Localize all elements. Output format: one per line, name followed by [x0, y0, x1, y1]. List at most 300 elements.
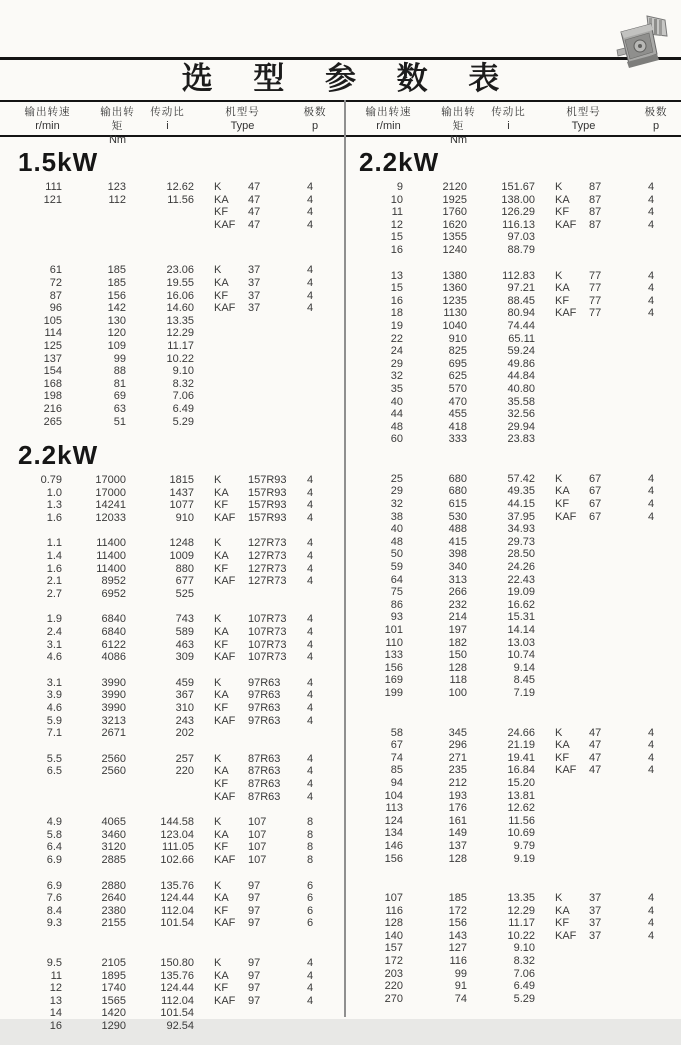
poles-cell	[304, 1020, 340, 1033]
header-speed: 输出转速 r/min	[365, 106, 412, 132]
speed-cell: 61	[49, 264, 62, 277]
type-model-cell: 87R63	[248, 777, 281, 790]
speed-cell: 157	[384, 942, 403, 955]
ratio-cell: 13.35	[166, 314, 194, 327]
type-prefix-cell	[555, 408, 589, 421]
speed-cell	[0, 791, 62, 804]
torque-cell: 3990	[101, 702, 126, 714]
header-speed: 输出转速 r/min	[24, 106, 71, 132]
table-row	[341, 433, 681, 446]
torque-cell: 1290	[101, 1019, 126, 1032]
type-prefix-cell: KA	[555, 739, 570, 752]
type-prefix-cell: KF	[214, 904, 229, 917]
type-prefix-cell	[555, 687, 589, 700]
speed-cell: 44	[390, 408, 403, 421]
table-row	[0, 499, 340, 512]
table-row	[341, 548, 681, 561]
type-model-cell	[248, 327, 304, 340]
type-model-cell: 97R63	[248, 714, 281, 727]
torque-cell: 398	[448, 548, 467, 561]
ratio-cell: 13.81	[507, 789, 535, 802]
torque-cell: 1240	[442, 243, 467, 256]
ratio-cell: 74.44	[507, 319, 535, 332]
poles-cell: 4	[307, 537, 314, 550]
torque-cell: 12033	[95, 511, 126, 524]
type-model-cell: 77	[589, 282, 602, 295]
speed-cell: 22	[390, 332, 403, 345]
torque-cell: 2640	[101, 892, 126, 905]
ratio-cell: 19.55	[166, 276, 194, 289]
type-model-cell	[589, 244, 645, 257]
speed-cell: 137	[43, 352, 62, 365]
torque-cell: 2120	[442, 181, 467, 193]
speed-cell: 128	[384, 917, 403, 930]
poles-cell	[645, 408, 681, 421]
type-prefix-cell: K	[214, 676, 222, 689]
poles-cell: 4	[307, 181, 314, 193]
ratio-cell: 1248	[169, 537, 194, 550]
type-prefix-cell: K	[555, 181, 563, 193]
poles-cell	[645, 662, 681, 675]
poles-cell	[645, 624, 681, 637]
table-row	[341, 282, 681, 295]
top-margin	[0, 0, 681, 57]
ratio-cell: 59.24	[507, 345, 535, 358]
torque-cell: 120	[107, 327, 126, 340]
speed-cell: 0.79	[40, 474, 62, 487]
poles-cell: 4	[307, 790, 314, 803]
speed-cell: 265	[43, 415, 62, 428]
speed-cell: 6.9	[46, 853, 62, 866]
speed-cell: 1.6	[46, 511, 62, 524]
torque-cell: 156	[448, 917, 467, 930]
table-row	[0, 880, 340, 893]
table-row	[341, 827, 681, 840]
ratio-cell: 29.94	[507, 420, 535, 433]
poles-cell: 4	[307, 486, 314, 499]
torque-cell: 2560	[101, 752, 126, 765]
type-prefix-cell: KF	[555, 206, 570, 219]
speed-cell: 1.0	[46, 486, 62, 499]
type-prefix-cell: KA	[214, 626, 229, 639]
table-row	[341, 649, 681, 662]
table-row	[341, 930, 681, 943]
type-prefix-cell: KA	[555, 193, 570, 206]
ratio-cell: 10.22	[166, 352, 194, 365]
poles-cell: 4	[307, 777, 314, 790]
torque-cell	[62, 219, 126, 232]
torque-cell: 455	[448, 408, 467, 421]
table-row	[0, 613, 340, 626]
ratio-cell: 135.76	[160, 969, 194, 982]
torque-cell: 266	[448, 586, 467, 599]
poles-cell: 4	[648, 917, 655, 930]
ratio-cell: 12.62	[507, 802, 535, 815]
speed-cell: 124	[384, 814, 403, 827]
poles-cell	[645, 561, 681, 574]
torque-cell: 118	[449, 674, 467, 687]
page-title: 选 型 参 数 表	[181, 61, 516, 96]
type-model-cell: 87	[589, 206, 602, 219]
type-model-cell: 97R63	[248, 676, 281, 689]
ratio-cell: 12.29	[166, 327, 194, 340]
torque-cell: 680	[448, 472, 467, 485]
poles-cell: 4	[648, 206, 655, 219]
poles-cell: 4	[307, 651, 314, 664]
table-row	[0, 194, 340, 207]
table-row	[0, 575, 340, 588]
table-column-left	[0, 137, 340, 1045]
speed-cell: 114	[44, 327, 62, 340]
type-prefix-cell: KA	[555, 904, 570, 917]
ratio-cell: 202	[175, 727, 194, 740]
poles-cell	[645, 637, 681, 650]
poles-cell	[645, 320, 681, 333]
torque-cell: 232	[448, 598, 467, 611]
type-model-cell	[589, 955, 645, 968]
poles-cell: 4	[648, 294, 655, 307]
torque-cell: 1895	[101, 969, 126, 982]
poles-cell	[645, 968, 681, 981]
type-model-cell: 97	[248, 879, 261, 892]
ratio-cell: 151.67	[501, 181, 535, 193]
torque-cell: 2671	[101, 727, 126, 740]
ratio-cell: 743	[175, 613, 194, 626]
ratio-cell: 15.31	[507, 611, 535, 624]
type-model-cell	[589, 827, 645, 840]
ratio-cell: 23.06	[166, 264, 194, 277]
type-model-cell: 67	[589, 498, 602, 511]
type-model-cell	[589, 942, 645, 955]
speed-cell: 13	[49, 994, 62, 1007]
torque-cell: 1380	[442, 269, 467, 282]
poles-cell	[645, 383, 681, 396]
poles-cell	[304, 416, 340, 429]
speed-cell: 40	[390, 395, 403, 408]
type-prefix-cell: KAF	[214, 218, 236, 231]
speed-cell: 107	[384, 892, 403, 905]
table-row	[341, 917, 681, 930]
speed-cell: 11	[50, 969, 62, 982]
ratio-cell: 28.50	[507, 548, 535, 561]
poles-cell	[304, 390, 340, 403]
ratio-cell: 138.00	[501, 193, 535, 206]
type-prefix-cell	[555, 396, 589, 409]
torque-cell: 3460	[101, 828, 126, 841]
ratio-cell: 21.19	[507, 739, 535, 752]
torque-cell: 470	[448, 395, 467, 408]
torque-cell: 123	[107, 181, 126, 193]
row-group	[0, 957, 340, 1033]
ratio-cell: 10.69	[507, 827, 535, 840]
speed-cell: 2.4	[46, 626, 62, 639]
poles-cell	[304, 353, 340, 366]
speed-cell: 1.3	[46, 499, 62, 512]
type-prefix-cell: KA	[555, 282, 570, 295]
ratio-cell: 6.49	[513, 980, 535, 993]
poles-cell: 4	[307, 289, 314, 302]
table-row	[341, 905, 681, 918]
poles-cell: 4	[648, 892, 655, 905]
table-row	[341, 498, 681, 511]
type-model-cell	[589, 561, 645, 574]
type-prefix-cell	[555, 611, 589, 624]
table-row	[341, 523, 681, 536]
type-model-cell	[589, 231, 645, 244]
ratio-cell: 910	[175, 511, 194, 524]
type-prefix-cell: KAF	[214, 302, 236, 315]
poles-cell: 6	[307, 917, 314, 930]
type-model-cell	[589, 624, 645, 637]
poles-cell	[645, 523, 681, 536]
torque-cell: 88	[113, 365, 126, 378]
type-model-cell	[589, 523, 645, 536]
header-ratio: 传动比 i	[491, 106, 526, 132]
type-model-cell	[589, 611, 645, 624]
type-prefix-cell	[555, 980, 589, 993]
poles-cell: 4	[307, 969, 314, 982]
type-prefix-cell: KAF	[214, 994, 236, 1007]
ratio-cell: 5.29	[513, 992, 535, 1005]
type-prefix-cell: KA	[214, 276, 229, 289]
speed-cell: 7.6	[46, 892, 62, 905]
type-prefix-cell	[555, 802, 589, 815]
torque-cell: 1925	[442, 193, 467, 206]
type-prefix-cell	[555, 370, 589, 383]
type-prefix-cell	[214, 390, 248, 403]
ratio-cell: 220	[175, 765, 194, 778]
table-row	[341, 345, 681, 358]
speed-cell: 16	[49, 1019, 62, 1032]
ratio-cell: 112.04	[161, 994, 194, 1007]
torque-cell: 680	[448, 485, 467, 498]
table-row	[341, 764, 681, 777]
type-model-cell: 77	[589, 307, 602, 320]
poles-cell: 4	[648, 929, 655, 942]
ratio-cell: 13.35	[507, 892, 535, 905]
table-row	[341, 574, 681, 587]
type-model-cell	[589, 815, 645, 828]
type-model-cell: 87	[589, 193, 602, 206]
speed-cell: 156	[384, 661, 403, 674]
type-model-cell	[248, 1020, 304, 1033]
poles-cell: 4	[307, 218, 314, 231]
poles-cell	[645, 370, 681, 383]
speed-cell: 6.5	[46, 765, 62, 778]
type-model-cell	[589, 853, 645, 866]
table-row	[0, 1020, 340, 1033]
poles-cell	[645, 942, 681, 955]
type-prefix-cell: K	[214, 537, 222, 550]
type-prefix-cell	[555, 790, 589, 803]
type-prefix-cell	[555, 358, 589, 371]
torque-cell: 81	[113, 377, 126, 390]
ratio-cell: 22.43	[507, 573, 535, 586]
type-model-cell	[589, 421, 645, 434]
type-prefix-cell	[555, 320, 589, 333]
speed-cell: 154	[43, 365, 62, 378]
poles-cell: 6	[307, 879, 314, 892]
type-model-cell: 97	[248, 956, 261, 969]
speed-cell: 13	[390, 269, 403, 282]
torque-cell	[62, 778, 126, 791]
poles-cell	[645, 244, 681, 257]
torque-cell: 2105	[101, 956, 126, 969]
table-row	[0, 512, 340, 525]
ratio-cell: 880	[175, 562, 194, 575]
table-row	[0, 588, 340, 601]
speed-cell: 96	[49, 302, 62, 315]
poles-cell: 8	[307, 841, 314, 854]
type-prefix-cell	[214, 1007, 248, 1020]
type-prefix-cell: K	[214, 816, 222, 829]
ratio-cell: 6.49	[172, 402, 194, 415]
type-prefix-cell	[555, 586, 589, 599]
poles-cell: 4	[648, 764, 655, 777]
torque-cell: 825	[448, 345, 467, 358]
type-model-cell: 107R73	[248, 613, 287, 626]
ratio-cell: 150.80	[160, 956, 194, 969]
table-row	[341, 358, 681, 371]
poles-cell	[645, 853, 681, 866]
type-prefix-cell: KF	[214, 499, 229, 512]
speed-cell: 169	[384, 674, 403, 687]
torque-cell: 214	[448, 611, 467, 624]
torque-cell: 128	[448, 852, 467, 865]
type-model-cell: 67	[589, 485, 602, 498]
type-model-cell: 47	[589, 739, 602, 752]
poles-cell: 4	[307, 276, 314, 289]
table-row	[341, 611, 681, 624]
table-row	[341, 270, 681, 283]
torque-cell: 3120	[101, 841, 126, 854]
ratio-cell: 11.17	[167, 339, 194, 352]
type-prefix-cell	[214, 403, 248, 416]
poles-cell: 6	[307, 904, 314, 917]
poles-cell: 4	[307, 982, 314, 995]
poles-cell: 4	[648, 904, 655, 917]
type-prefix-cell	[555, 599, 589, 612]
type-prefix-cell	[214, 365, 248, 378]
poles-cell: 4	[307, 626, 314, 639]
torque-cell: 197	[448, 624, 467, 636]
speed-cell: 4.6	[46, 702, 62, 714]
ratio-cell: 102.66	[160, 853, 194, 866]
type-prefix-cell: K	[555, 472, 563, 485]
type-model-cell: 37	[589, 917, 602, 930]
table-row	[341, 586, 681, 599]
speed-cell: 64	[390, 573, 403, 586]
table-row	[341, 993, 681, 1006]
ratio-cell: 40.80	[507, 382, 535, 395]
ratio-cell: 19.41	[507, 751, 535, 764]
ratio-cell: 9.10	[172, 365, 194, 378]
type-model-cell: 107	[248, 841, 267, 854]
type-prefix-cell: K	[214, 879, 222, 892]
type-model-cell	[589, 358, 645, 371]
table-row	[341, 777, 681, 790]
torque-cell: 2155	[101, 917, 126, 930]
type-model-cell: 47	[248, 206, 261, 219]
poles-cell	[304, 727, 340, 740]
torque-cell: 137	[448, 839, 467, 852]
type-prefix-cell	[555, 624, 589, 637]
type-model-cell: 87	[589, 218, 602, 231]
torque-cell: 313	[448, 573, 467, 586]
speed-cell: 14	[49, 1007, 62, 1020]
speed-cell: 11	[391, 206, 403, 219]
type-prefix-cell: KA	[214, 689, 229, 702]
torque-cell: 185	[107, 276, 126, 289]
table-column-right	[341, 137, 681, 1045]
speed-cell	[0, 206, 62, 219]
ratio-cell: 11.17	[508, 917, 535, 930]
poles-cell: 4	[648, 726, 655, 739]
table-row	[341, 408, 681, 421]
type-prefix-cell: K	[214, 181, 222, 193]
ratio-cell: 23.83	[507, 433, 535, 446]
table-row	[341, 624, 681, 637]
ratio-cell: 525	[175, 587, 194, 600]
table-row	[341, 231, 681, 244]
speed-cell: 29	[390, 485, 403, 498]
table-row	[341, 662, 681, 675]
ratio-cell: 57.42	[507, 472, 535, 485]
poles-cell: 4	[307, 714, 314, 727]
speed-cell: 29	[390, 357, 403, 370]
torque-cell: 8952	[101, 575, 126, 588]
ratio-cell: 49.35	[507, 485, 535, 498]
type-model-cell: 47	[589, 726, 602, 739]
ratio-cell: 34.93	[507, 523, 535, 536]
ratio-cell: 9.19	[513, 852, 535, 865]
type-model-cell: 127R73	[248, 575, 287, 588]
speed-cell: 94	[390, 776, 403, 789]
table-header	[0, 102, 681, 146]
torque-cell: 1740	[101, 982, 126, 995]
ratio-cell: 243	[175, 714, 194, 727]
table-row	[341, 194, 681, 207]
ratio-cell: 257	[175, 752, 194, 765]
row-group	[0, 181, 340, 231]
poles-cell	[645, 586, 681, 599]
table-header-left	[0, 105, 340, 146]
type-model-cell	[589, 840, 645, 853]
poles-cell: 4	[648, 307, 655, 320]
torque-cell: 109	[107, 339, 126, 352]
type-prefix-cell: KF	[214, 289, 229, 302]
table-row	[0, 715, 340, 728]
table-row	[341, 599, 681, 612]
torque-cell: 570	[448, 382, 467, 395]
speed-cell: 59	[390, 561, 403, 574]
torque-cell: 142	[107, 302, 126, 315]
ratio-cell: 101.54	[160, 1007, 194, 1020]
torque-cell: 193	[448, 789, 467, 802]
poles-cell: 4	[648, 282, 655, 295]
ratio-cell: 97.21	[507, 282, 535, 295]
type-model-cell: 37	[248, 276, 261, 289]
type-model-cell: 157R93	[248, 511, 287, 524]
row-group	[0, 880, 340, 930]
table-row	[341, 320, 681, 333]
type-model-cell: 97	[248, 892, 261, 905]
torque-cell: 625	[448, 370, 467, 383]
torque-cell: 74	[454, 992, 467, 1005]
type-model-cell	[589, 433, 645, 446]
type-prefix-cell	[214, 1020, 248, 1033]
type-prefix-cell	[555, 968, 589, 981]
